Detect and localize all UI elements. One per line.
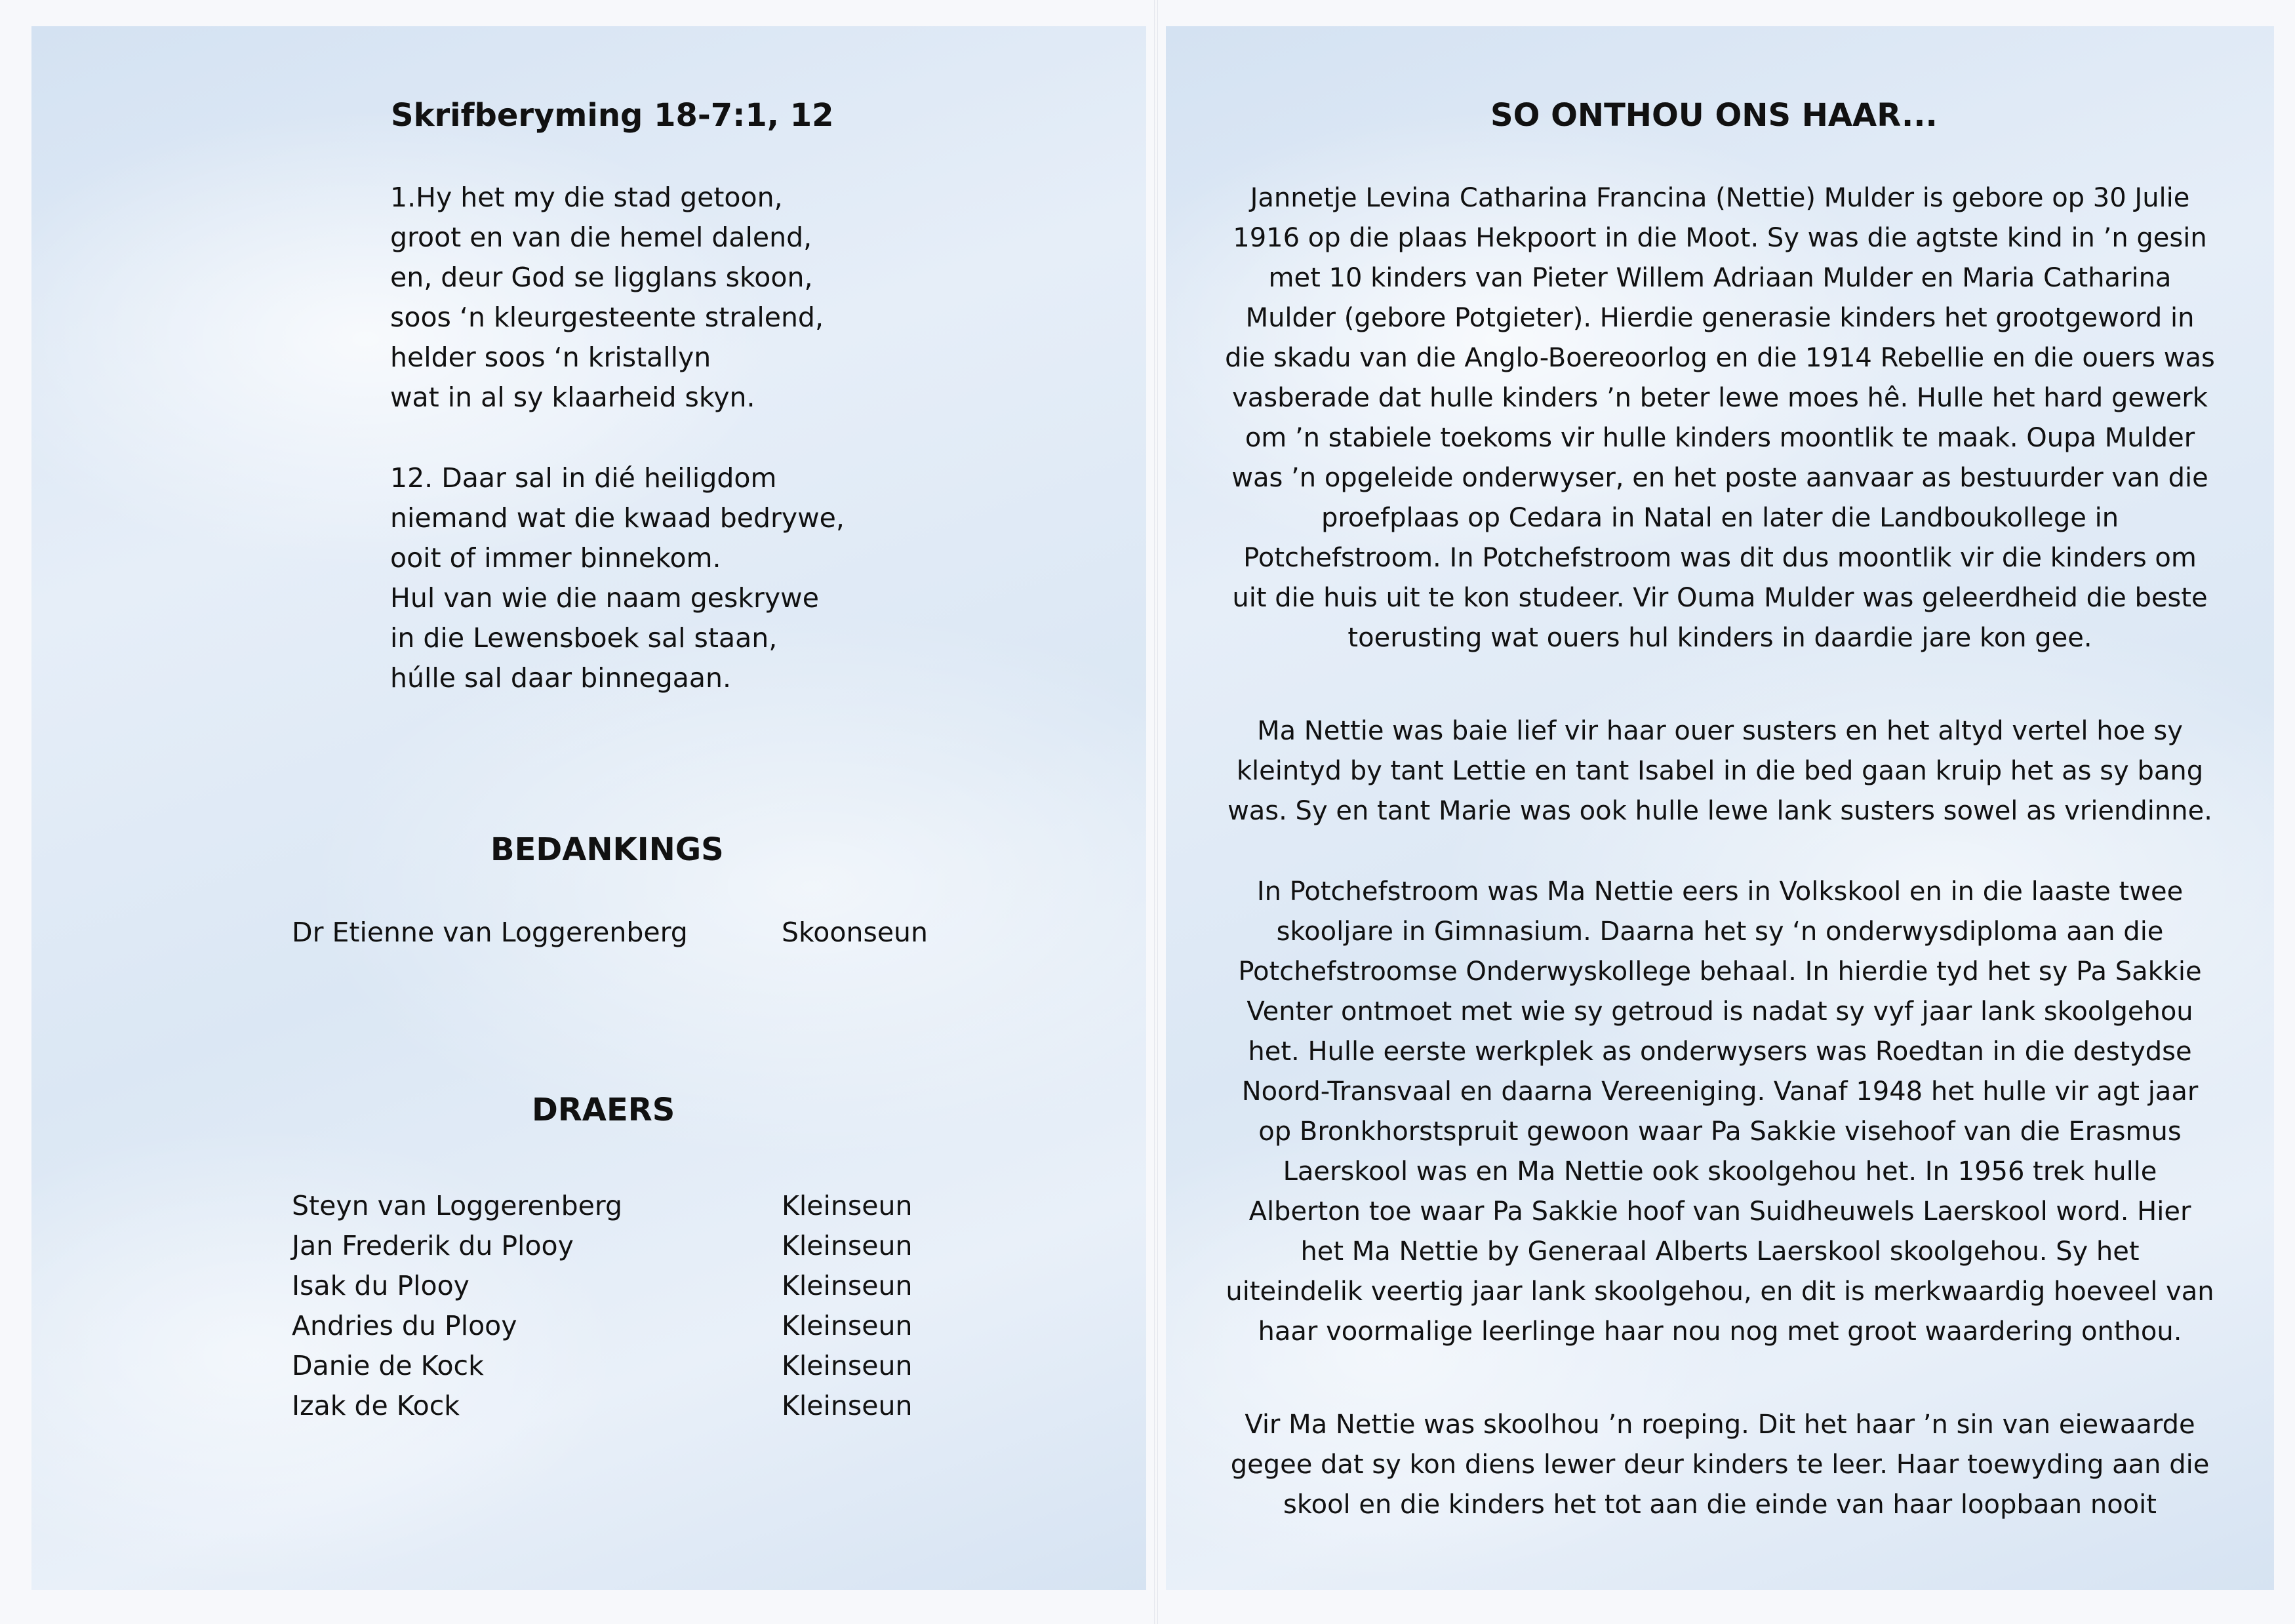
bearer-relation: Kleinseun	[782, 1230, 913, 1261]
verse-line: 12. Daar sal in dié heiligdom	[390, 462, 777, 494]
text-line: vasberade dat hulle kinders ’n beter lewe moes hê. Hulle het hard gewerk	[1232, 383, 2208, 413]
bio-paragraph-1	[1192, 178, 2248, 658]
bearer-relation: Kleinseun	[782, 1190, 913, 1221]
bearer-row	[292, 1190, 1013, 1230]
verse-line: wat in al sy klaarheid skyn.	[390, 382, 755, 413]
text-line: het. Hulle eerste werkplek as onderwysers was Roedtan in die destydse	[1248, 1037, 2192, 1067]
verse-line: ooit of immer binnekom.	[390, 542, 721, 574]
text-line: proefplaas op Cedara in Natal en later die Landboukollege in	[1321, 503, 2119, 533]
verse-line: helder soos ‘n kristallyn	[390, 342, 711, 373]
text-line: was. Sy en tant Marie was ook hulle lewe lank susters sowel as vriendinne.	[1227, 796, 2212, 826]
bearer-name: Jan Frederik du Plooy	[292, 1230, 574, 1261]
text-line: toerusting wat ouers hul kinders in daardie jare kon gee.	[1347, 623, 2092, 653]
bearer-row	[292, 1230, 1013, 1270]
page-fold	[1154, 0, 1158, 1624]
bearers-heading: DRAERS	[532, 1092, 675, 1128]
verse-line: Hul van wie die naam geskrywe	[390, 582, 819, 614]
thanks-relation: Skoonseun	[782, 917, 928, 948]
text-line: uit die huis uit te kon studeer. Vir Ouma Mulder was geleerdheid die beste	[1232, 583, 2208, 613]
verse-line: húlle sal daar binnegaan.	[390, 662, 731, 694]
text-line: haar voormalige leerlinge haar nou nog met groot waardering onthou.	[1258, 1317, 2182, 1347]
text-line: uiteindelik veertig jaar lank skoolgehou, en dit is merkwaardig hoeveel van	[1226, 1277, 2214, 1307]
bearer-row	[292, 1390, 1013, 1430]
text-line: gegee dat sy kon diens lewer deur kinders te leer. Haar toewyding aan die	[1230, 1450, 2210, 1480]
bio-paragraph-2	[1192, 711, 2248, 831]
bearer-name: Izak de Kock	[292, 1390, 460, 1421]
text-line: met 10 kinders van Pieter Willem Adriaan Mulder en Maria Catharina	[1268, 263, 2172, 293]
text-line: Mulder (gebore Potgieter). Hierdie generasie kinders het grootgeword in	[1245, 303, 2195, 333]
text-line: Potchefstroom. In Potchefstroom was dit dus moontlik vir die kinders om	[1243, 543, 2197, 573]
bearer-name: Danie de Kock	[292, 1350, 484, 1381]
text-line: Alberton toe waar Pa Sakkie hoof van Suidheuwels Laerskool word. Hier	[1248, 1197, 2191, 1227]
thanks-row	[292, 917, 1013, 957]
text-line: skooljare in Gimnasium. Daarna het sy ‘n onderwysdiploma aan die	[1276, 917, 2164, 947]
verse-line: in die Lewensboek sal staan,	[390, 622, 778, 654]
text-line: was ’n opgeleide onderwyser, en het poste aanvaar as bestuurder van die	[1231, 463, 2208, 493]
text-line: het Ma Nettie by Generaal Alberts Laerskool skoolgehou. Sy het	[1300, 1237, 2140, 1267]
text-line: Potchefstroomse Onderwyskollege behaal. In hierdie tyd het sy Pa Sakkie	[1238, 957, 2202, 987]
right-page	[1166, 26, 2274, 1590]
bearer-name: Isak du Plooy	[292, 1270, 469, 1301]
memorial-heading: SO ONTHOU ONS HAAR...	[1490, 97, 1938, 134]
text-line: Vir Ma Nettie was skoolhou ’n roeping. Dit het haar ’n sin van eiewaarde	[1245, 1410, 2195, 1440]
text-line: op Bronkhorstspruit gewoon waar Pa Sakkie visehoof van die Erasmus	[1258, 1117, 2182, 1147]
bearer-name: Andries du Plooy	[292, 1310, 517, 1341]
bearer-relation: Kleinseun	[782, 1350, 913, 1381]
left-page	[31, 26, 1146, 1590]
text-line: om ’n stabiele toekoms vir hulle kinders moontlik te maak. Oupa Mulder	[1245, 423, 2195, 453]
text-line: die skadu van die Anglo-Boereoorlog en die 1914 Rebellie en die ouers was	[1225, 343, 2215, 373]
thanks-name: Dr Etienne van Loggerenberg	[292, 917, 688, 948]
verse-line: groot en van die hemel dalend,	[390, 222, 812, 253]
text-line: Venter ontmoet met wie sy getroud is nadat sy vyf jaar lank skoolgehou	[1247, 997, 2193, 1027]
text-line: In Potchefstroom was Ma Nettie eers in Volkskool en in die laaste twee	[1256, 877, 2184, 907]
text-line: kleintyd by tant Lettie en tant Isabel in die bed gaan kruip het as sy bang	[1236, 756, 2204, 786]
text-line: Jannetje Levina Catharina Francina (Nettie) Mulder is gebore op 30 Julie	[1250, 183, 2190, 213]
bearer-row	[292, 1310, 1013, 1350]
bearer-name: Steyn van Loggerenberg	[292, 1190, 623, 1221]
scripture-heading: Skrifberyming 18-7:1, 12	[391, 97, 834, 134]
bearer-row	[292, 1270, 1013, 1310]
text-line: Laerskool was en Ma Nettie ook skoolgehou het. In 1956 trek hulle	[1283, 1157, 2157, 1187]
verse-line: 1.Hy het my die stad getoon,	[390, 182, 783, 213]
bearer-relation: Kleinseun	[782, 1270, 913, 1301]
verse-line: soos ‘n kleurgesteente stralend,	[390, 302, 824, 333]
bearer-row	[292, 1350, 1013, 1390]
thanks-heading: BEDANKINGS	[490, 831, 724, 868]
bearer-relation: Kleinseun	[782, 1310, 913, 1341]
bearer-relation: Kleinseun	[782, 1390, 913, 1421]
verse-line: niemand wat die kwaad bedrywe,	[390, 502, 845, 534]
text-line: Ma Nettie was baie lief vir haar ouer susters en het altyd vertel hoe sy	[1257, 716, 2183, 746]
verse-line: en, deur God se ligglans skoon,	[390, 262, 813, 293]
text-line: Noord-Transvaal en daarna Vereeniging. Vanaf 1948 het hulle vir agt jaar	[1241, 1077, 2199, 1107]
text-line: 1916 op die plaas Hekpoort in die Moot. Sy was die agtste kind in ’n gesin	[1233, 223, 2207, 253]
text-line: skool en die kinders het tot aan die einde van haar loopbaan nooit	[1283, 1490, 2157, 1520]
bio-paragraph-4	[1192, 1405, 2248, 1525]
bio-paragraph-3	[1192, 872, 2248, 1352]
